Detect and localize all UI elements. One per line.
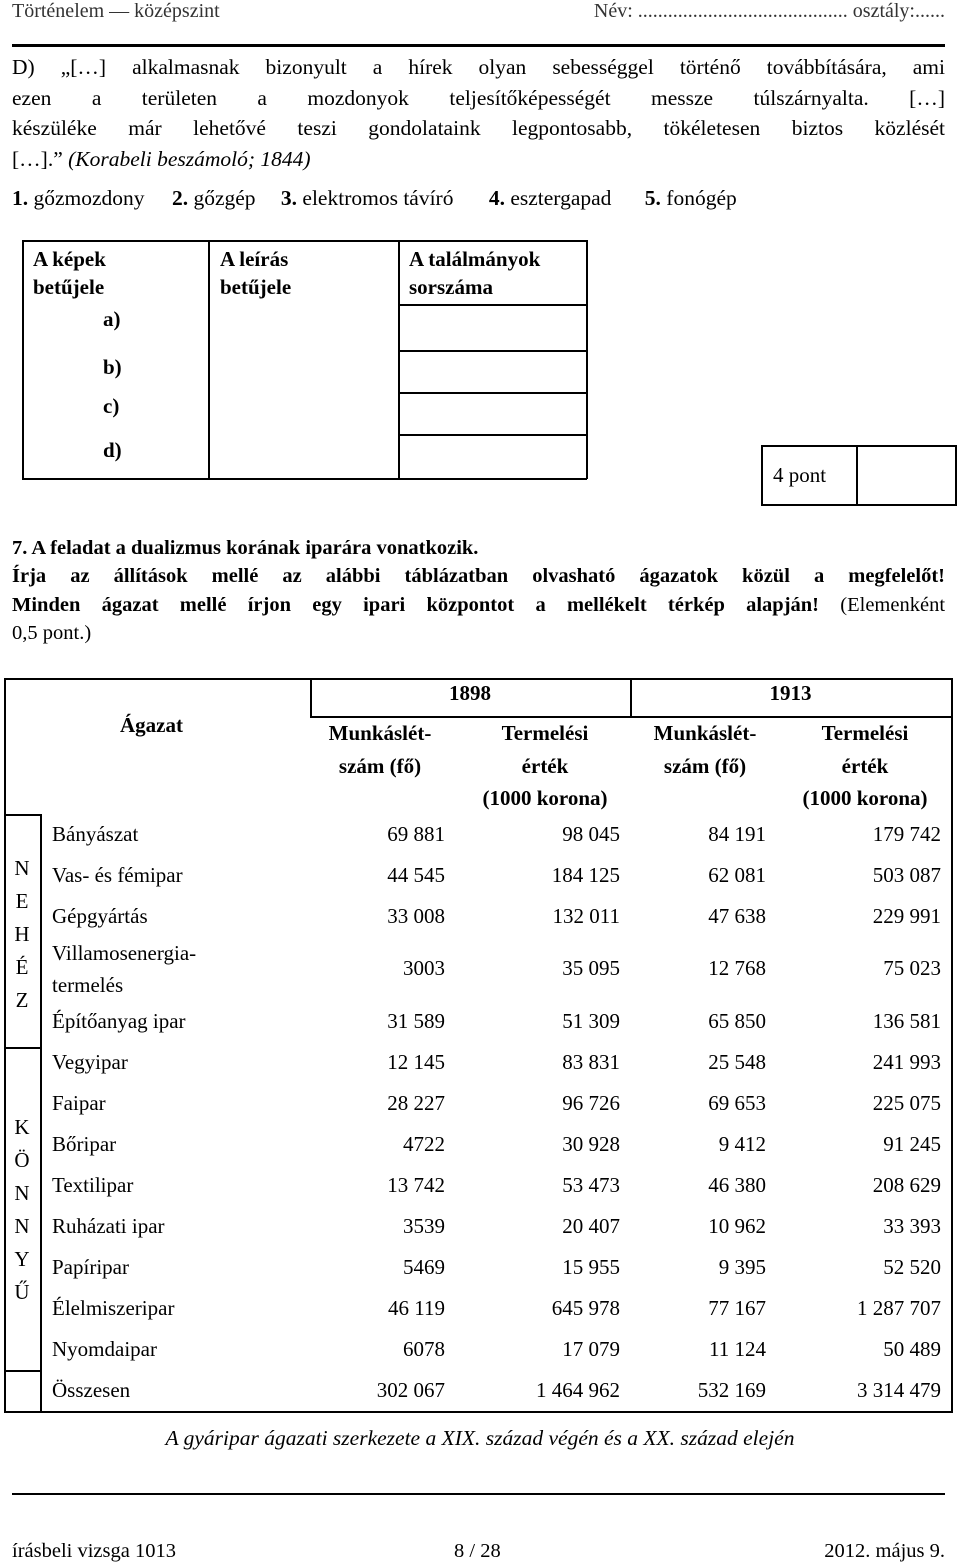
value-cell: 532 169 (697, 1377, 766, 1402)
value-cell: 4722 (403, 1131, 445, 1156)
header-year-1913: 1913 (769, 681, 812, 705)
value-cell: 35 095 (562, 956, 620, 980)
sector-name: Építőanyag ipar (52, 1008, 186, 1033)
value-cell: 46 380 (708, 1172, 766, 1197)
header-name-field: Név: .......................................... osztály:...... (593, 0, 945, 22)
value-cell: 179 742 (872, 821, 941, 846)
option-item: 1. gőzmozdony (12, 186, 145, 210)
footer-rule (12, 1493, 945, 1495)
value-cell: 13 742 (387, 1172, 445, 1197)
value-cell: 136 581 (872, 1008, 941, 1033)
option-item: 4. esztergapad (488, 186, 612, 210)
task-d-line: D) „[…] alkalmasnak bizonyult a hírek olyan sebességgel történő továbbítására, ami (12, 55, 945, 79)
row-label: a) (103, 307, 121, 331)
header-value: (1000 korona) (482, 786, 608, 810)
sector-name: Faipar (52, 1090, 106, 1115)
table-caption: A gyáripar ágazati szerkezete a XIX. század végén és a XX. század elején (165, 1426, 795, 1450)
col-header-desc: betűjele (220, 275, 292, 299)
option-item: 5. fonógép (644, 186, 737, 210)
value-cell: 184 125 (551, 862, 620, 887)
value-cell: 1 464 962 (536, 1377, 620, 1402)
value-cell: 51 309 (562, 1008, 620, 1033)
value-cell: 1 287 707 (857, 1295, 941, 1320)
value-cell: 132 011 (552, 903, 620, 928)
value-cell: 17 079 (562, 1336, 620, 1361)
value-cell: 241 993 (872, 1049, 941, 1074)
header-value: érték (841, 754, 889, 778)
value-cell: 46 119 (388, 1295, 445, 1320)
value-cell: 6078 (403, 1336, 445, 1361)
value-cell: 229 991 (872, 903, 941, 928)
col-header-inventions: sorszáma (409, 275, 493, 299)
header-subject: Történelem — középszint (12, 0, 220, 22)
value-cell: 62 081 (708, 862, 766, 887)
value-cell: 9 395 (718, 1254, 766, 1279)
value-cell: 91 245 (883, 1131, 941, 1156)
value-cell: 53 473 (562, 1172, 620, 1197)
row-label: d) (103, 438, 122, 462)
value-cell: 69 653 (708, 1090, 766, 1115)
sector-name: Villamosenergia- (52, 941, 197, 965)
value-cell: 11 124 (709, 1336, 766, 1361)
sector-name: Bányászat (52, 821, 139, 846)
header-workers: szám (fő) (663, 754, 747, 778)
sector-name: Élelmiszeripar (52, 1295, 175, 1320)
option-item: 2. gőzgép (171, 186, 256, 210)
value-cell: 10 962 (708, 1213, 766, 1238)
value-cell: 44 545 (387, 862, 445, 887)
group-label-heavy: N E H É Z (14, 856, 30, 1012)
value-cell: 33 008 (387, 903, 445, 928)
value-cell: 31 589 (387, 1008, 445, 1033)
value-cell: 208 629 (872, 1172, 941, 1197)
value-cell: 5469 (403, 1254, 445, 1279)
sector-name: Nyomdaipar (52, 1336, 157, 1361)
task7-instruction-2: Minden ágazat mellé írjon egy ipari központot a mellékelt térkép alapján! (Elemenként (12, 594, 946, 616)
header-value: Termelési (501, 721, 589, 745)
value-cell: 83 831 (562, 1049, 620, 1074)
task-d-source: (Korabeli beszámoló; 1844) (68, 146, 311, 171)
footer-exam-code: írásbeli vizsga 1013 (12, 1540, 176, 1562)
value-cell: 25 548 (708, 1049, 766, 1074)
sector-name: termelés (52, 973, 124, 997)
option-item: 3. elektromos távíró (280, 186, 454, 210)
sector-name: Textilipar (52, 1172, 134, 1197)
col-header-images: A képek (33, 247, 106, 271)
value-cell: 50 489 (883, 1336, 941, 1361)
header-workers: szám (fő) (338, 754, 422, 778)
value-cell: 65 850 (708, 1008, 766, 1033)
row-label: b) (103, 355, 122, 379)
task-d-line: ezen a területen a mozdonyok teljesítőképességét messze túlszárnyalta. […] (12, 85, 945, 110)
value-cell: 9 412 (718, 1131, 766, 1156)
value-cell: 3539 (403, 1213, 445, 1238)
value-cell: 69 881 (387, 821, 445, 846)
value-cell: 15 955 (562, 1254, 620, 1279)
header-workers: Munkáslét- (328, 721, 432, 745)
value-cell: 302 067 (376, 1377, 445, 1402)
value-cell: 20 407 (562, 1213, 620, 1238)
value-cell: 28 227 (387, 1090, 445, 1115)
value-cell: 30 928 (562, 1131, 620, 1156)
task-d-line: készüléke már lehetővé teszi gondolataink legpontosabb, tökéletesen biztos közlését (12, 116, 945, 140)
value-cell: 98 045 (562, 821, 620, 846)
header-value: (1000 korona) (802, 786, 928, 810)
score-label: 4 pont (773, 463, 827, 487)
row-label: c) (103, 394, 120, 418)
value-cell: 52 520 (883, 1254, 941, 1279)
header-rule (12, 44, 945, 47)
value-cell: 3003 (403, 956, 445, 980)
value-cell: 77 167 (708, 1295, 766, 1320)
task7-points: 0,5 pont.) (12, 622, 92, 644)
value-cell: 47 638 (708, 903, 766, 928)
score-input[interactable] (858, 447, 955, 504)
task7-title: 7. A feladat a dualizmus korának iparára vonatkozik. (12, 537, 479, 559)
task-d-line: […].” (12, 146, 63, 171)
value-cell: 33 393 (883, 1213, 941, 1238)
sector-name: Vegyipar (52, 1049, 128, 1074)
value-cell: 645 978 (551, 1295, 620, 1320)
sector-name: Bőripar (52, 1131, 117, 1156)
header-value: Termelési (821, 721, 909, 745)
value-cell: 503 087 (872, 862, 941, 887)
sector-name: Ruházati ipar (52, 1213, 165, 1238)
value-cell: 3 314 479 (857, 1377, 941, 1402)
header-agazat: Ágazat (120, 713, 183, 737)
value-cell: 12 768 (708, 956, 766, 980)
sector-name: Papíripar (52, 1254, 129, 1279)
group-label-light: K Ö N N Y Ű (14, 1115, 30, 1304)
header-value: érték (521, 754, 569, 778)
value-cell: 96 726 (562, 1090, 620, 1115)
col-header-desc: A leírás (220, 247, 289, 271)
sector-name: Gépgyártás (52, 903, 148, 928)
sector-name: Összesen (52, 1377, 131, 1402)
header-year-1898: 1898 (449, 681, 491, 705)
value-cell: 75 023 (883, 956, 941, 980)
col-header-inventions: A találmányok (409, 247, 541, 271)
footer-date: 2012. május 9. (824, 1540, 945, 1562)
value-cell: 225 075 (872, 1090, 941, 1115)
sector-name: Vas- és fémipar (52, 862, 183, 887)
col-header-images: betűjele (33, 275, 105, 299)
task-d-text (12, 52, 945, 174)
footer-page-number: 8 / 28 (454, 1540, 501, 1562)
task7-instruction: Írja az állítások mellé az alábbi táblázatban olvasható ágazatok közül a megfelelőt! (12, 565, 945, 587)
options-list (12, 186, 737, 211)
value-cell: 84 191 (708, 821, 766, 846)
header-workers: Munkáslét- (653, 721, 757, 745)
value-cell: 12 145 (387, 1049, 445, 1074)
